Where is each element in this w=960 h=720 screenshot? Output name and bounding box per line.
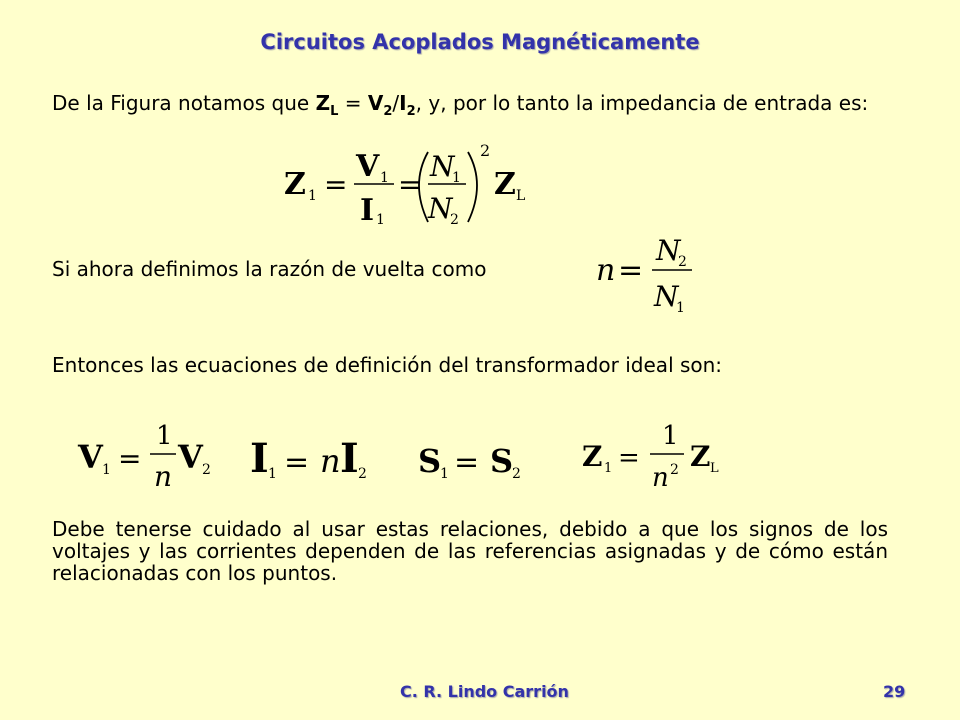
footer-author: C. R. Lindo Carrión: [400, 682, 569, 701]
eq2-n2: N: [656, 234, 681, 267]
eq3-v1: V: [78, 438, 103, 476]
paragraph-impedance-intro: [52, 91, 896, 123]
eq1-exp: 2: [480, 141, 491, 160]
paragraph-turns-ratio: Si ahora definimos la razón de vuelta como: [52, 257, 487, 281]
eq1-z-sub: 1: [308, 188, 317, 204]
equation-current: [246, 430, 386, 486]
eq6-zl: Z: [690, 440, 711, 473]
para1-i: I: [399, 91, 407, 115]
eq4-i1-sub: 1: [268, 466, 277, 482]
para1-v-sub: 2: [383, 104, 393, 119]
eq6-exp: 2: [670, 462, 679, 478]
eq4-n: n: [320, 442, 341, 480]
eq6-eq: =: [618, 443, 640, 473]
eq3-eq: =: [118, 442, 142, 475]
eq6-z1: Z: [582, 440, 603, 473]
slide-title: Circuitos Acoplados Magnéticamente: [260, 30, 700, 54]
eq1-zl-sub: L: [516, 188, 526, 204]
eq3-v1-sub: 1: [102, 462, 111, 478]
eq4-i1: I: [250, 435, 269, 482]
para1-prefix: De la Figura notamos que: [52, 91, 316, 115]
eq1-n1: N: [430, 150, 455, 183]
equation-turns-ratio: [592, 228, 702, 316]
eq4-i2-sub: 2: [358, 466, 367, 482]
para1-z-sub: L: [330, 104, 339, 119]
eq2-n1-sub: 1: [676, 300, 685, 316]
eq2-n2-sub: 2: [678, 254, 687, 270]
eq3-v2-sub: 2: [202, 462, 211, 478]
eq5-eq: =: [454, 445, 480, 480]
eq1-n2: N: [428, 192, 453, 225]
eq1-n1-sub: 1: [452, 170, 461, 186]
eq6-n: n: [652, 463, 669, 493]
para1-eq: =: [338, 91, 368, 115]
eq1-eq2: =: [398, 168, 422, 201]
paragraph-ideal-equations: Entonces las ecuaciones de definición del transformador ideal son:: [52, 353, 723, 377]
eq3-v2: V: [178, 438, 203, 476]
eq1-v-sub: 1: [380, 170, 389, 186]
equation-input-impedance: [280, 138, 540, 230]
para1-z: Z: [315, 91, 331, 115]
para1-slash: /: [392, 91, 400, 115]
equation-power: [414, 434, 534, 486]
footer-page-number: 29: [883, 682, 906, 701]
eq1-v: V: [356, 149, 380, 184]
eq1-paren-right: [468, 152, 477, 222]
paragraph-caution: Debe tenerse cuidado al usar estas relaciones, debido a que los signos de los voltajes y las corrientes dependen de las referencias asignadas y de cómo están relacionadas con los puntos.: [52, 517, 888, 585]
eq5-s1-sub: 1: [440, 466, 449, 482]
eq6-z1-sub: 1: [604, 461, 613, 476]
eq4-eq: =: [284, 445, 310, 480]
para1-v: V: [367, 91, 384, 115]
eq1-i-sub: 1: [376, 212, 385, 228]
eq3-n: n: [154, 460, 173, 493]
para1-i-sub: 2: [406, 104, 416, 119]
eq6-one: 1: [662, 421, 679, 451]
eq3-one: 1: [156, 421, 173, 451]
eq1-i: I: [360, 193, 375, 228]
eq1-eq1: =: [324, 168, 348, 201]
eq5-s2-sub: 2: [512, 466, 521, 482]
eq2-n1: N: [654, 280, 679, 313]
eq2-eq: =: [618, 253, 644, 288]
eq1-n2-sub: 2: [450, 212, 459, 228]
eq4-i2: I: [340, 435, 359, 482]
eq2-n: n: [596, 253, 616, 288]
eq5-s2: S: [490, 442, 514, 480]
eq6-zl-sub: L: [710, 461, 719, 476]
equation-voltage: [74, 416, 224, 496]
eq1-z: Z: [284, 167, 306, 202]
equation-impedance-ratio: [578, 416, 728, 496]
para1-suffix: , y, por lo tanto la impedancia de entrada es:: [415, 91, 869, 115]
eq1-zl: Z: [494, 167, 516, 202]
eq5-s1: S: [418, 442, 442, 480]
